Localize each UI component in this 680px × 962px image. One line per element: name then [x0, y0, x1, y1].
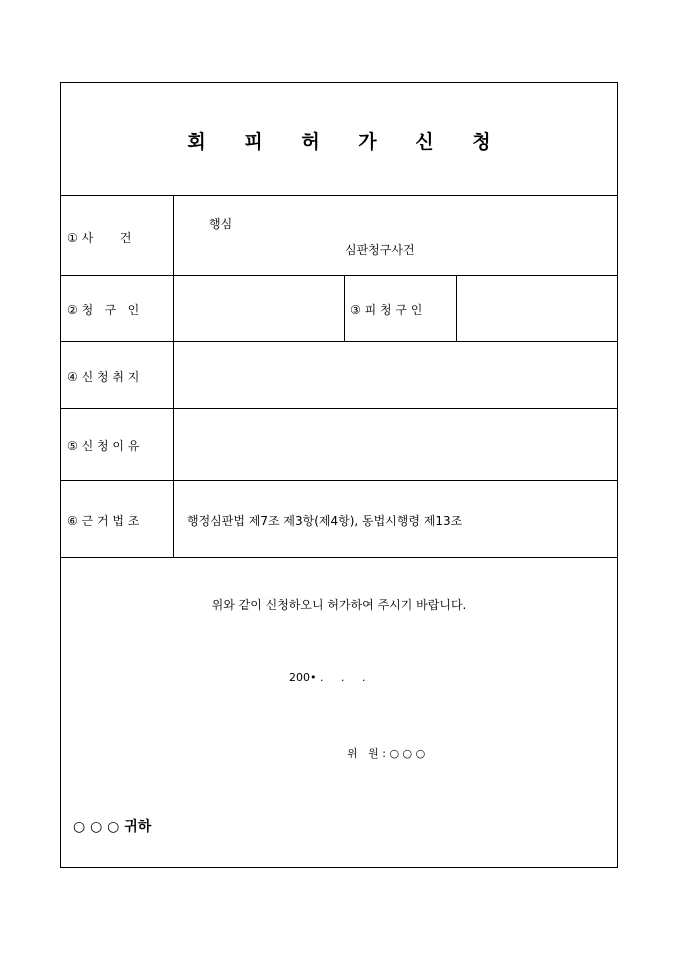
legal-basis-label: ⑥ 근 거 법 조: [67, 514, 140, 528]
divider: [61, 195, 617, 196]
request-statement: 위와 같이 신청하오니 허가하여 주시기 바랍니다.: [211, 598, 467, 612]
application-date: 200• . . .: [289, 671, 366, 684]
applicant-label: ② 청 구 인: [67, 303, 140, 317]
signer-line: 위 원 : ○ ○ ○: [347, 747, 426, 760]
cell-divider: [456, 275, 457, 341]
divider: [61, 275, 617, 276]
divider: [61, 408, 617, 409]
case-value-suffix: 심판청구사건: [345, 243, 415, 257]
application-form: [60, 82, 618, 868]
form-title: 회 피 허 가 신 청: [187, 131, 507, 153]
divider: [61, 557, 617, 558]
cell-divider: [344, 275, 345, 341]
case-value-prefix: 행심: [209, 217, 233, 231]
case-label: ① 사 건: [67, 231, 132, 245]
divider: [61, 341, 617, 342]
divider: [61, 480, 617, 481]
legal-basis-value: 행정심판법 제7조 제3항(제4항), 동법시행령 제13조: [187, 514, 463, 528]
label-column-divider: [173, 195, 174, 557]
reason-label: ⑤ 신 청 이 유: [67, 439, 140, 453]
purpose-label: ④ 신 청 취 지: [67, 370, 140, 384]
respondent-label: ③ 피 청 구 인: [350, 303, 423, 317]
addressee: ○ ○ ○ 귀하: [73, 819, 152, 835]
